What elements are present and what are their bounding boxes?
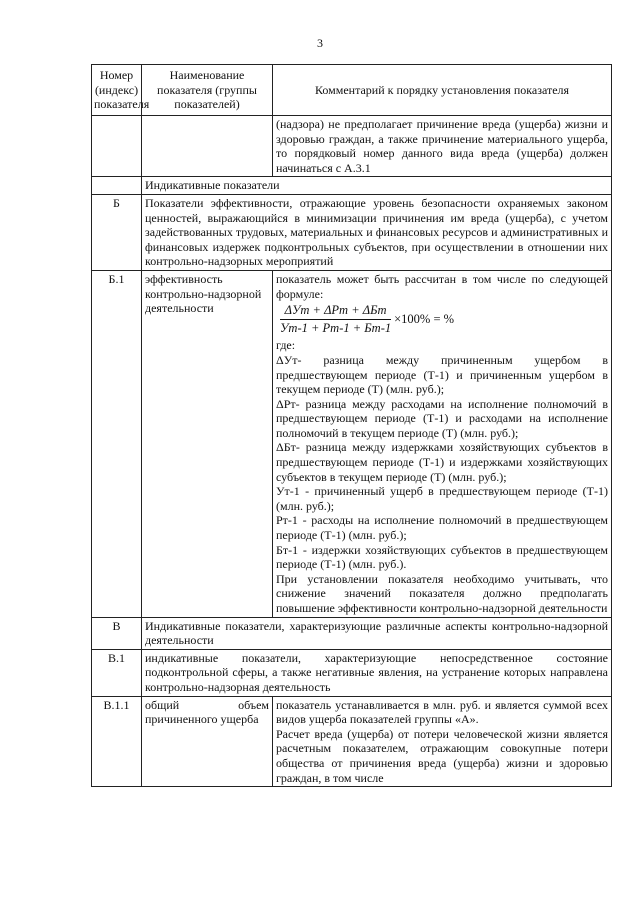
row-comment: [273, 270, 612, 617]
table-row: [92, 116, 612, 177]
definition: Рт-1 - расходы на исполнение полномочий в предшествующем периоде (Т-1) (млн. руб.);: [276, 513, 608, 543]
header-name: Наименование показателя (группы показателей): [142, 65, 273, 116]
row-index: В.1.1: [92, 696, 142, 787]
section-title: Индикативные показатели: [142, 177, 612, 195]
table-row: [92, 617, 612, 649]
page-number: 3: [317, 36, 323, 50]
row-name: общий объем причиненного ущерба: [142, 696, 273, 787]
header-index: Номер (индекс) показателя: [92, 65, 142, 116]
formula-tail: ×100% = %: [394, 311, 455, 326]
definition: Бт-1 - издержки хозяйствующих субъектов в предшествующем периоде (Т-1) (млн. руб.).: [276, 542, 608, 572]
table-row: [92, 649, 612, 696]
header-comment: Комментарий к порядку установления показателя: [273, 65, 612, 116]
definition: Ут-1 - причиненный ущерб в предшествующем периоде (Т-1) (млн. руб.);: [276, 484, 608, 513]
row-index: Б: [92, 194, 142, 270]
indicators-table: [91, 64, 612, 787]
where-label: где:: [276, 338, 296, 353]
row-text: Показатели эффективности, отражающие уровень безопасности охраняемых законом ценностей, выражающийся в минимизации причинения им вреда (ущерба), с учетом задействованных трудовых, материальных и финансовых ресурсов и административных и финансовых издержек подконтрольных субъектов, при осуществлении в отношении них контрольно-надзорных мероприятий: [142, 194, 612, 270]
formula-denominator: Ут-1 + Рт-1 + Бт-1: [280, 320, 392, 335]
formula-numerator: ΔУт + ΔРт + ΔБт: [280, 303, 391, 320]
table-row: [92, 177, 612, 195]
row-comment: [273, 696, 612, 787]
row-comment: (надзора) не предполагает причинение вреда (ущерба) жизни и здоровью граждан, а также причинение материального ущерба, то порядковый номер данного вида вреда (ущерба) должен начинаться с А.3.1: [273, 116, 612, 177]
definition: ΔРт- разница между расходами на исполнение полномочий в предшествующем периоде (Т-1) и расходами на исполнение полномочий в текущем периоде (Т) (млн. руб.);: [276, 396, 608, 440]
row-index: Б.1: [92, 270, 142, 617]
row-name: эффективность контрольно-надзорной деятельности: [142, 270, 273, 617]
formula-intro: показатель может быть рассчитан в том числе по следующей формуле:: [276, 271, 608, 301]
row-index: В: [92, 617, 142, 649]
row-text: Индикативные показатели, характеризующие различные аспекты контрольно-надзорной деятельности: [142, 617, 612, 649]
comment-part: показатель устанавливается в млн. руб. и является суммой всех видов ущерба показателей группы «А».: [276, 697, 608, 727]
note: При установлении показателя необходимо учитывать, что снижение значений показателя должно предполагать повышение эффективности контрольно-надзорной деятельности: [276, 571, 608, 615]
definition: ΔУт- разница между причиненным ущербом в предшествующем периоде (Т-1) и причиненным ущербом в текущем периоде (Т) (млн. руб.);: [276, 352, 608, 397]
formula: [280, 303, 608, 335]
table-row: [92, 270, 612, 617]
table-header: [92, 65, 612, 116]
definition: ΔБт- разница между издержками хозяйствующих субъектов в предшествующем периоде (Т-1) и издержками хозяйствующих субъектов в текущем периоде (Т) (млн. руб.);: [276, 440, 608, 484]
table-row: [92, 194, 612, 270]
table-row: [92, 696, 612, 787]
row-index: В.1: [92, 649, 142, 696]
row-text: индикативные показатели, характеризующие непосредственное состояние подконтрольной сферы, а также негативные явления, на устранение которых направлена контрольно-надзорная деятельность: [142, 649, 612, 696]
comment-part: Расчет вреда (ущерба) от потери человеческой жизни является расчетным показателем, отражающим совокупные потери общества от причинения вреда (ущерба) жизни и здоровью граждан, в том числе: [276, 726, 608, 785]
